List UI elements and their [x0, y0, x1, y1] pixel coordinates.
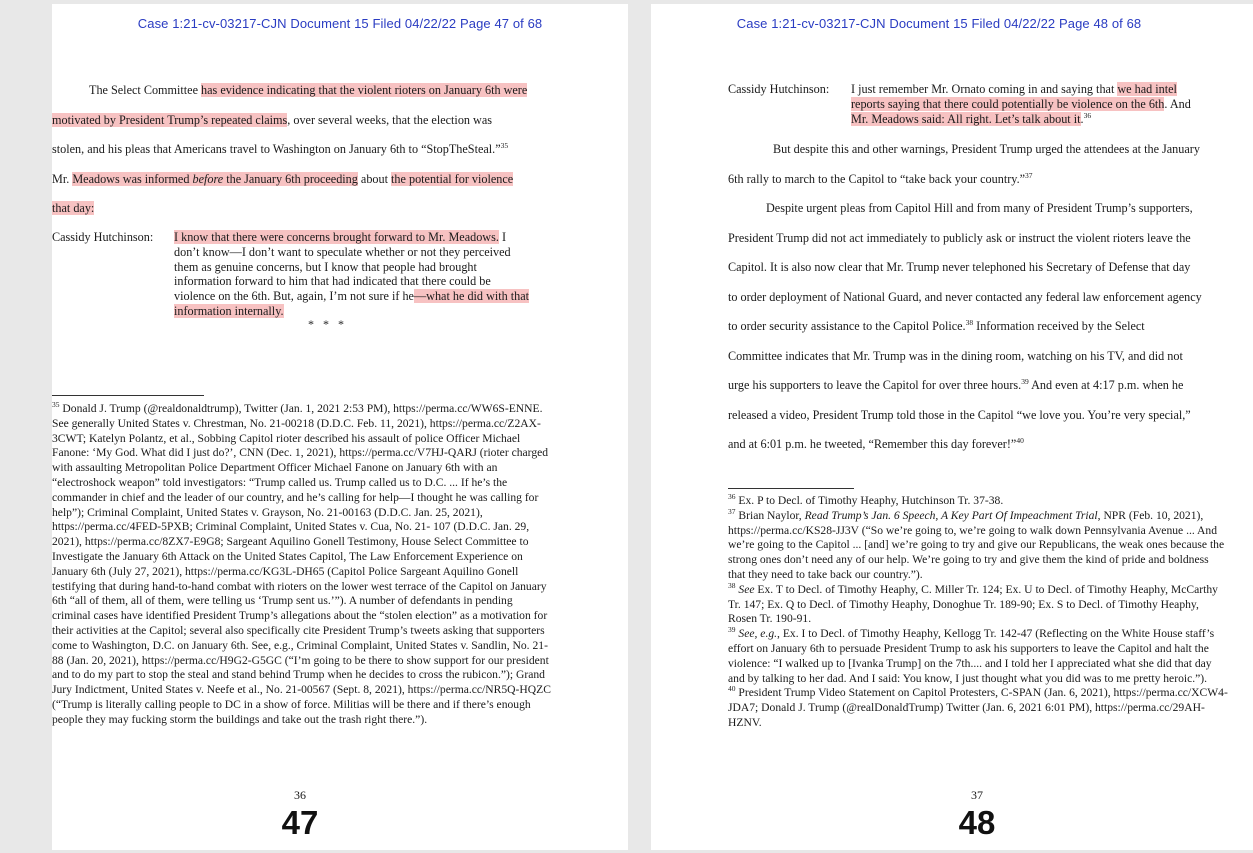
body-line: released a video, President Trump told those in the Capitol “we love you. You’re very special,”: [728, 408, 1191, 422]
body-line: and at 6:01 p.m. he tweeted, “Remember this day forever!”$^{40}$: [728, 435, 1024, 451]
highlight: motivated by President Trump’s repeated claims: [52, 113, 288, 127]
footnotes: [728, 494, 1228, 731]
page-index-label: 47: [281, 804, 319, 841]
highlight: information internally.: [174, 303, 284, 318]
body-line: 6th rally to march to the Capitol to “take back your country.”$^{37}$: [728, 170, 1033, 186]
footnote-ref: 37: [1025, 170, 1033, 180]
page-number: 36: [294, 788, 306, 802]
body-line: The Select Committee has evidence indicating that the violent rioters on January 6th were: [89, 83, 528, 97]
footnote-39: $^{39}$ See, e.g., Ex. I to Decl. of Timothy Heaphy, Kellogg Tr. 142-47 (Reflecting on the White House staff’s effort on January 6th to persuade President Trump to ask his supporters to leave the Capitol and halt the violence: “I walked up to [Ivanka Trump] on the 7th.... and I told her I appreciated what she did that day and by talking to her dad. And I said: You know, I just thought what you did was to me pretty heroic.”).: [728, 625, 1215, 685]
footnote-ref: 38: [965, 317, 974, 327]
footnote-35: $^{35}$ Donald J. Trump (@realdonaldtrump), Twitter (Jan. 1, 2021 2:53 PM), https://perma.cc/WW6S-ENNE. See generally United States v. Chrestman, No. 21-00218 (D.D.C. Feb. 11, 2021), https://perma.cc/Z2AX-3CWT; Katelyn Polantz, et al., Sobbing Capitol rioter described his assault of police Officer Michael Fanone: ‘My God. What did I just do?’, CNN (Dec. 1, 2021), https://perma.cc/V7HJ-QARJ (rioter charged with assaulting Metropolitan Police Department Officer Michael Fanone on January 6th with an “electroshock weapon” told investigators: “Trump called us. Trump called us to D.C. ... If he’s the commander in chief and the leader of our country, and he’s calling for help—I thought he was calling for help”); Criminal Complaint, United States v. Grayson, No. 21-00163 (D.D.C. Jan. 25, 2021), https://perma.cc/4FED-5PXB; Criminal Complaint, United States v. Cua, No. 21- 107 (D.D.C. Jan. 29, 2021), https://perma.cc/8ZX7-E9G8; Sargeant Aquilino Gonell Testimony, House Select Committee to Investigate the January 6th Attack on the United States Capitol, The Law Enforcement Experience on January 6th (July 27, 2021), https://perma.cc/KG3L-DH65 (Capitol Police Sargeant Aquilino Gonell testifying that during hand-to-hand combat with rioters on the lower west terrace of the Capitol on January 6th “all of them, all of them, were telling us ‘Trump sent us.’”). A number of defendants in pending criminal cases have identified President Trump’s allegations about the “stolen election” as a motivation for their activities at the Capitol; several also specifically cite President Trump’s tweets asking that supporters come to Washington, D.C. on January 6th. See, e.g., Criminal Complaint, United States v. Sandlin, No. 21-88 (Jan. 20, 2021), https://perma.cc/H9G2-G5GC (“I’m going to be there to show support for our president and to do my part to stop the steal and stand behind Trump when he decides to cross the rubicon.”); Grand Jury Indictment, United States v. Neefe et al., No. 21-00567 (Sept. 8, 2021), https://perma.cc/NR5Q-HQZC (“Trump is literally calling people to DC in a show of force. Militias will be there and if there’s enough people they may fucking storm the buildings and take out the trash right there.”).: [52, 400, 551, 726]
body-line: motivated by President Trump’s repeated claims, over several weeks, that the election was: [52, 113, 493, 127]
section-break: * * *: [308, 317, 347, 331]
page-header: Case 1:21-cv-03217-CJN Document 15 Filed 04/22/22 Page 48 of 68: [736, 16, 1142, 31]
testimony-quote: I just remember Mr. Ornato coming in and saying that we had intel reports saying that there could potentially be violence on the 6th. And Mr. Meadows said: All right. Let’s talk about it.$^{36}$: [851, 82, 1191, 126]
testimony-speaker: Cassidy Hutchinson:: [52, 230, 154, 244]
body-line: to order security assistance to the Capitol Police.$^{38}$ Information received by the Select: [728, 317, 1145, 333]
highlight: the potential for violence: [391, 172, 514, 186]
footnote-divider: [728, 488, 854, 489]
footnote-ref: 39: [1021, 376, 1029, 386]
highlight: has evidence indicating that the violent rioters on January 6th were: [201, 83, 528, 97]
highlight: Mr. Meadows said: All right. Let’s talk about it: [851, 111, 1081, 126]
body-line: President Trump did not act immediately to publicly ask or instruct the violent rioters leave the: [728, 231, 1191, 245]
footnote-38: $^{38}$ See Ex. T to Decl. of Timothy Heaphy, C. Miller Tr. 124; Ex. U to Decl. of Timothy Heaphy, McCarthy Tr. 147; Ex. Q to Decl. of Timothy Heaphy, Donoghue Tr. 189-90; Ex. S to Decl. of Timothy Heaphy, Rosen Tr. 190-91.: [728, 580, 1218, 626]
highlight: we had intel: [1117, 82, 1177, 96]
body-line: stolen, and his pleas that Americans travel to Washington on January 6th to “StopTheSteal.”$^{35}$: [52, 140, 509, 156]
footnote-divider: [52, 395, 204, 396]
highlight: reports saying that there could potentially be violence on the 6th: [851, 96, 1165, 111]
highlight: that day:: [52, 201, 95, 215]
highlight: I know that there were concerns brought forward to Mr. Meadows.: [174, 230, 499, 244]
highlight: Meadows was informed before the January 6th proceeding: [72, 172, 358, 186]
footnote-37: $^{37}$ Brian Naylor, Read Trump’s Jan. 6 Speech, A Key Part Of Impeachment Trial, NPR (Feb. 10, 2021), https://perma.cc/KS28-JJ3V (“So we’re going to, we’re going to walk down Pennsylvania Avenue ... And we’re going to the Capitol ... [and] we’re going to try and give our Republicans, the weak ones because the strong ones don’t need any of our help. We’re going to try and give them the kind of pride and boldness that they need to take back our country.”).: [728, 506, 1225, 581]
document-page-47: [52, 4, 628, 850]
testimony-quote: I know that there were concerns brought forward to Mr. Meadows. I don’t know—I don’t want to speculate whether or not they perceived them as genuine concerns, but I know that people had brought information forward to him that had indicated that there could be violence on the 6th. But, again, I’m not sure if he—what he did with that information internally.: [174, 230, 530, 318]
body-line: Capitol. It is also now clear that Mr. Trump never telephoned his Secretary of Defense that day: [728, 260, 1191, 274]
testimony-speaker: Cassidy Hutchinson:: [728, 82, 830, 96]
body-line: urge his supporters to leave the Capitol for over three hours.$^{39}$ And even at 4:17 p.m. when he: [728, 376, 1184, 392]
body-line: to order deployment of National Guard, and never contacted any federal law enforcement agency: [728, 290, 1202, 304]
body-line: Committee indicates that Mr. Trump was in the dining room, watching on his TV, and did not: [728, 349, 1183, 363]
footnote-40: $^{40}$ President Trump Video Statement on Capitol Protesters, C-SPAN (Jan. 6, 2021), https://perma.cc/XCW4-JDA7; Donald J. Trump (@realDonaldTrump) Twitter (Jan. 6, 2021 6:01 PM), https://perma.cc/29AH-HZNV.: [728, 684, 1228, 729]
footnote-ref: 35: [500, 140, 509, 150]
document-page-48: [651, 4, 1253, 850]
body-line: But despite this and other warnings, President Trump urged the attendees at the January: [773, 142, 1200, 156]
highlight: —what he did with that: [413, 289, 530, 304]
footnote-36: $^{36}$ Ex. P to Decl. of Timothy Heaphy, Hutchinson Tr. 37-38.: [728, 492, 1004, 507]
page-header: Case 1:21-cv-03217-CJN Document 15 Filed 04/22/22 Page 47 of 68: [137, 16, 543, 31]
footnote-ref: 40: [1016, 435, 1024, 445]
body-line: Despite urgent pleas from Capitol Hill and from many of President Trump’s supporters,: [766, 201, 1193, 215]
page-number: 37: [971, 788, 983, 802]
body-line: [52, 200, 94, 216]
page-index-label: 48: [958, 804, 996, 841]
footnote-ref: 36: [1083, 110, 1092, 120]
body-line: Mr. Meadows was informed before the January 6th proceeding about the potential for violence: [52, 172, 514, 186]
